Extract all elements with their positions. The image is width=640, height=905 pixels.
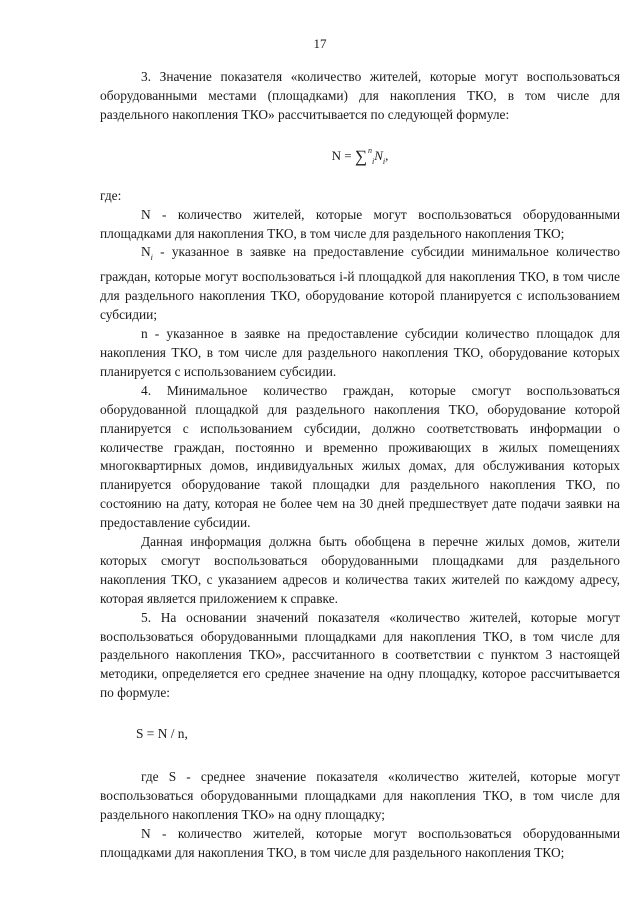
definition-n: n - указанное в заявке на предоставление субсидии количество площадок для накопления ТКО, в том числе для раздельного накопления ТКО, оборудование которых планируется с использованием субсидии.: [100, 326, 620, 379]
symbol-i: i: [150, 253, 153, 263]
formula-trail: ,: [385, 147, 389, 163]
paragraph-5: 5. На основании значений показателя «количество жителей, которые могут воспользоваться оборудованными площадками для накопления ТКО, в том числе для раздельного накопления ТКО», рассчитанного в соответствии с пунктом 3 настоящей методики, определяется его среднее значение на одну площадку, которое рассчитывается по формуле:: [100, 609, 620, 701]
formula-sum: [100, 129, 620, 173]
paragraph-4-continued: Данная информация должна быть обобщена в перечне жилых домов, жители которых смогут воспользоваться оборудованными площадками для раздельного накопления ТКО, с указанием адресов и количества таких жителей по каждому адресу, которая является приложением к справке.: [100, 534, 620, 606]
symbol-N: N: [141, 244, 151, 260]
where-label: где:: [100, 187, 122, 203]
sum-symbol: ∑: [354, 146, 367, 166]
definition-Ni: [100, 243, 620, 325]
formula-eq: =: [341, 147, 355, 163]
sum-index: i: [371, 156, 375, 166]
definition-S: где S - среднее значение показателя «количество жителей, которые могут воспользоваться оборудованными площадками для накопления ТКО, в том числе для раздельного накопления ТКО» на одну площадку;: [100, 769, 620, 822]
formula-average: S = N / n,: [136, 726, 188, 742]
document-body: [100, 68, 620, 863]
definition-N: N - количество жителей, которые могут воспользоваться оборудованными площадками для накопления ТКО, в том числе для раздельного накопления ТКО;: [100, 206, 620, 241]
paragraph-3: 3. Значение показателя «количество жителей, которые могут воспользоваться оборудованными местами (площадками) для накопления ТКО, в том числе для раздельного накопления ТКО» рассчитывается по следующей формуле:: [100, 69, 620, 122]
sum-term-index: i: [382, 156, 386, 166]
definition-Ni-text: - указанное в заявке на предоставление субсидии минимальное количество граждан, которые могут воспользоваться i-й площадкой для накопления ТКО, в том числе для раздельного накопления ТКО, оборудование которой планируется с использованием субсидии;: [100, 244, 620, 323]
page-number: 17: [313, 36, 327, 51]
sum-term: N: [374, 147, 383, 163]
definition-N-repeat: N - количество жителей, которые могут воспользоваться оборудованными площадками для накопления ТКО, в том числе для раздельного накопления ТКО;: [100, 825, 620, 860]
paragraph-4: 4. Минимальное количество граждан, которые смогут воспользоваться оборудованной площадкой для раздельного накопления ТКО, оборудование которой планируется с использованием субсидии, должно соответствовать информации о количестве граждан, постоянно и временно проживающих в жилых помещениях многоквартирных домов, индивидуальных жилых домах, для обслуживания которых планируется оборудование такой площадки для раздельного накопления ТКО, по состоянию на дату, которая не более чем на 30 дней предшествует дате подачи заявки на предоставление субсидии.: [100, 382, 620, 531]
formula-lhs: N: [331, 147, 342, 163]
sum-upper-limit: n: [367, 145, 372, 155]
